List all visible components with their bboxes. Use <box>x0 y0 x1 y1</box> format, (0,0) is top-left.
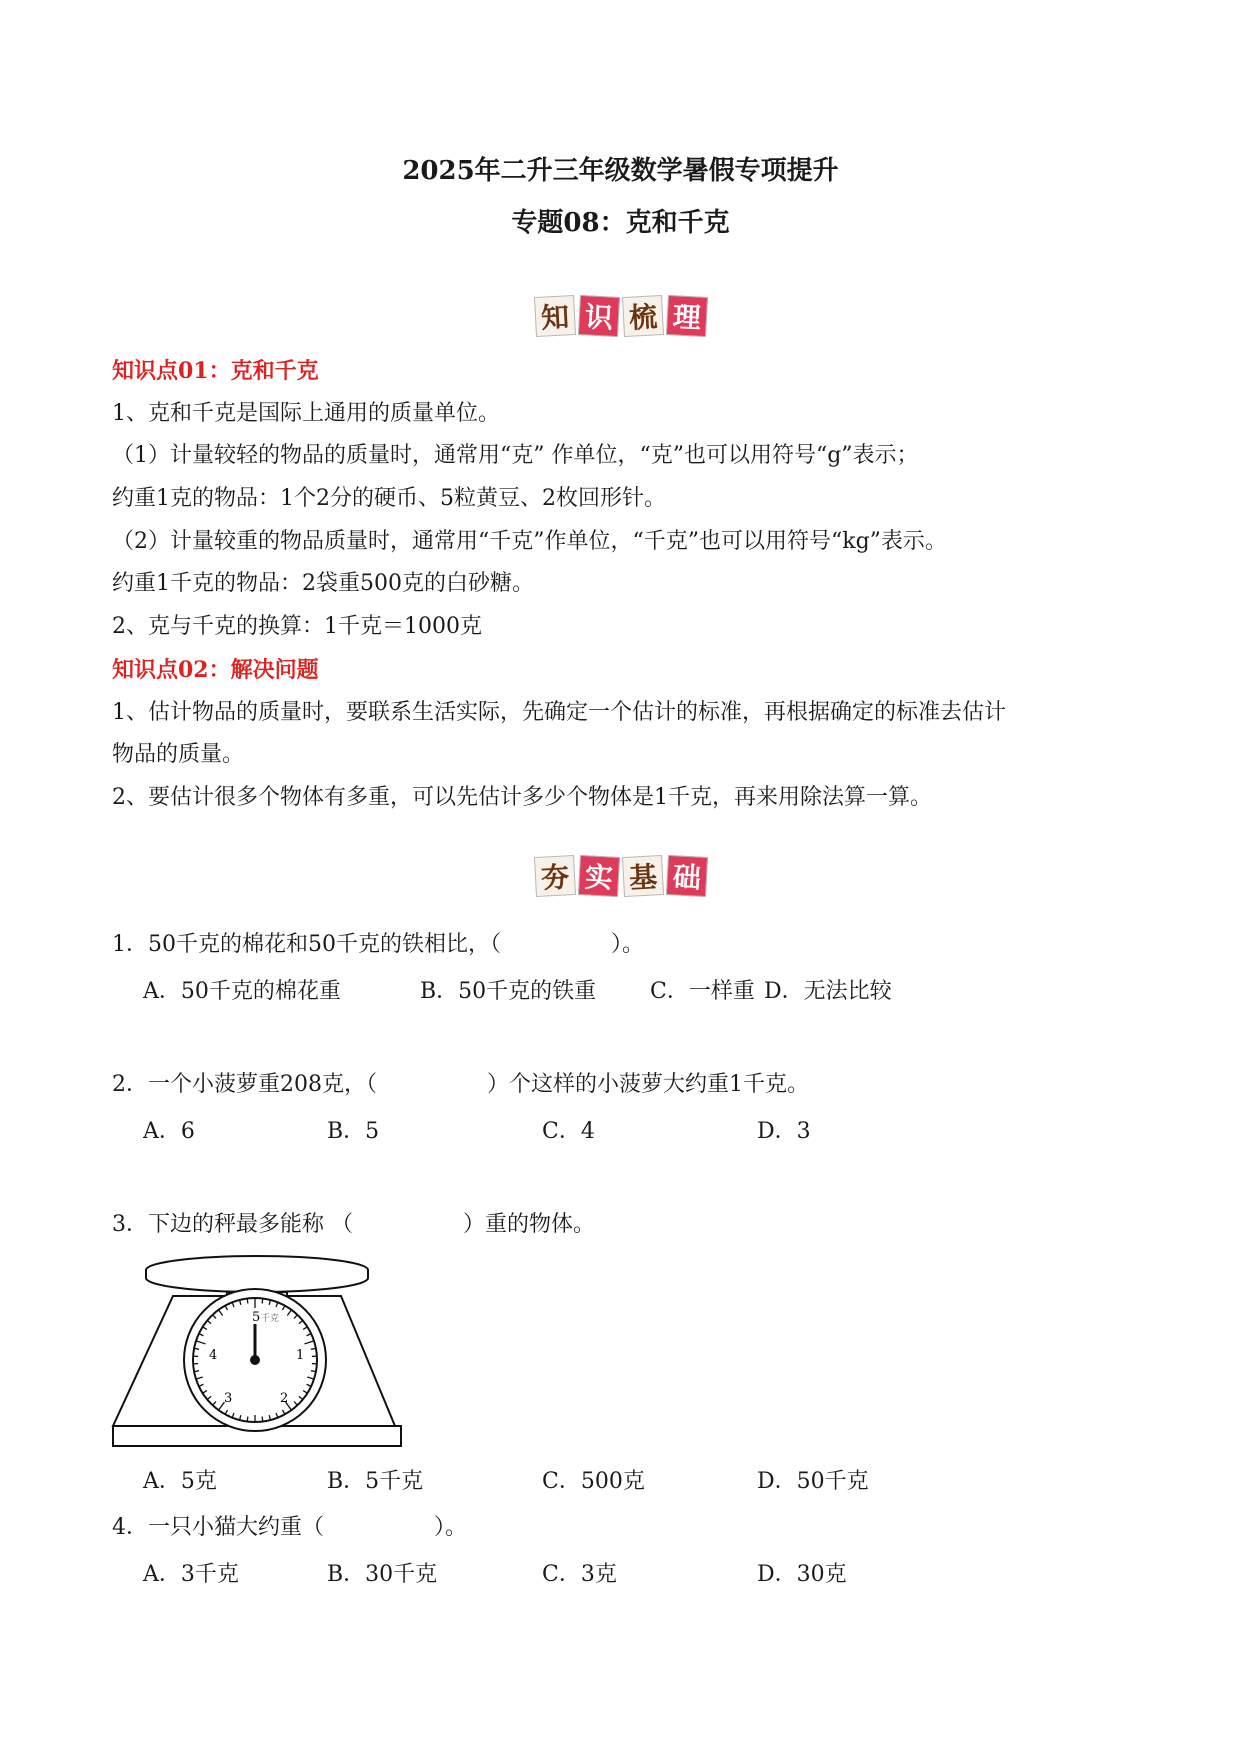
banner-char: 基 <box>621 855 663 897</box>
kp2-heading: 知识点02：解决问题 <box>112 657 319 683</box>
q4-option-a: A．3千克 <box>143 1562 239 1587</box>
dial-tick <box>194 1348 199 1349</box>
q4-option-b: B．30千克 <box>327 1562 438 1587</box>
banner-char: 理 <box>665 295 707 337</box>
page-subtitle: 专题08：克和千克 <box>511 208 730 238</box>
question-3-stem: 3．下边的秤最多能称 （ ）重的物体。 <box>112 1212 595 1237</box>
question-2-stem: 2．一个小菠萝重208克，（ ）个这样的小菠萝大约重1千克。 <box>112 1072 809 1097</box>
question-4-stem: 4．一只小猫大约重（ ）。 <box>112 1515 467 1540</box>
q1-option-d: D．无法比较 <box>764 979 892 1004</box>
dial-tick <box>262 1417 263 1422</box>
q1-option-c: C．一样重 <box>650 979 755 1004</box>
q2-option-a: A．6 <box>143 1119 195 1144</box>
q3-option-d: D．50千克 <box>757 1469 869 1494</box>
q3-option-a: A．5克 <box>143 1469 217 1494</box>
q3-option-b: B．5千克 <box>327 1469 424 1494</box>
banner-char: 识 <box>577 295 619 337</box>
banner-char: 础 <box>665 855 707 897</box>
section-banner-knowledge <box>0 296 1241 336</box>
kp2-line: 2、要估计很多个物体有多重，可以先估计多少个物体是1千克，再来用除法算一算。 <box>112 785 932 810</box>
banner-char: 知 <box>533 295 575 337</box>
kp1-line: （2）计量较重的物品质量时，通常用“千克”作单位，“千克”也可以用符号“kg”表示。 <box>112 529 947 554</box>
dial-number: 4 <box>209 1348 218 1363</box>
kp1-line: 约重1千克的物品：2袋重500克的白砂糖。 <box>112 571 534 596</box>
q2-option-c: C．4 <box>542 1119 595 1144</box>
kp1-line: 2、克与千克的换算：1千克＝1000克 <box>112 614 482 639</box>
banner-char: 实 <box>577 855 619 897</box>
dial-tick <box>311 1348 316 1349</box>
dial-tick <box>247 1417 248 1422</box>
dial-number: 3 <box>224 1391 233 1406</box>
banner-char: 梳 <box>621 295 663 337</box>
dial-number: 1 <box>296 1348 305 1363</box>
q4-option-c: C．3克 <box>542 1562 617 1587</box>
dial-tick <box>311 1371 316 1372</box>
section-banner-basics <box>0 856 1241 896</box>
q2-option-d: D．3 <box>757 1119 811 1144</box>
kp1-line: （1）计量较轻的物品的质量时，通常用“克” 作单位，“克”也可以用符号“g”表示； <box>112 443 919 468</box>
q1-option-a: A．50千克的棉花重 <box>143 979 341 1004</box>
page-title: 2025年二升三年级数学暑假专项提升 <box>402 156 839 186</box>
dial-tick <box>194 1371 199 1372</box>
banner-char: 夯 <box>533 855 575 897</box>
q4-option-d: D．30克 <box>757 1562 847 1587</box>
dial-number: 2 <box>280 1391 289 1406</box>
dial-tick <box>262 1298 263 1303</box>
dial-number: 5 <box>252 1310 261 1325</box>
dial-tick <box>247 1298 248 1303</box>
q3-option-c: C．500克 <box>542 1469 645 1494</box>
dial-unit-label: 千克 <box>261 1314 280 1324</box>
kp2-line: 1、估计物品的质量时，要联系生活实际，先确定一个估计的标准，再根据确定的标准去估计 <box>112 700 1007 725</box>
kp1-heading: 知识点01：克和千克 <box>112 358 319 384</box>
kitchen-scale-illustration <box>105 1252 415 1452</box>
q2-option-b: B．5 <box>327 1119 380 1144</box>
q1-option-b: B．50千克的铁重 <box>420 979 597 1004</box>
kp1-line: 约重1克的物品：1个2分的硬币、5粒黄豆、2枚回形针。 <box>112 486 666 511</box>
kp2-line: 物品的质量。 <box>112 742 245 767</box>
question-1-stem: 1．50千克的棉花和50千克的铁相比，（ ）。 <box>112 932 644 957</box>
kp1-line: 1、克和千克是国际上通用的质量单位。 <box>112 401 500 426</box>
